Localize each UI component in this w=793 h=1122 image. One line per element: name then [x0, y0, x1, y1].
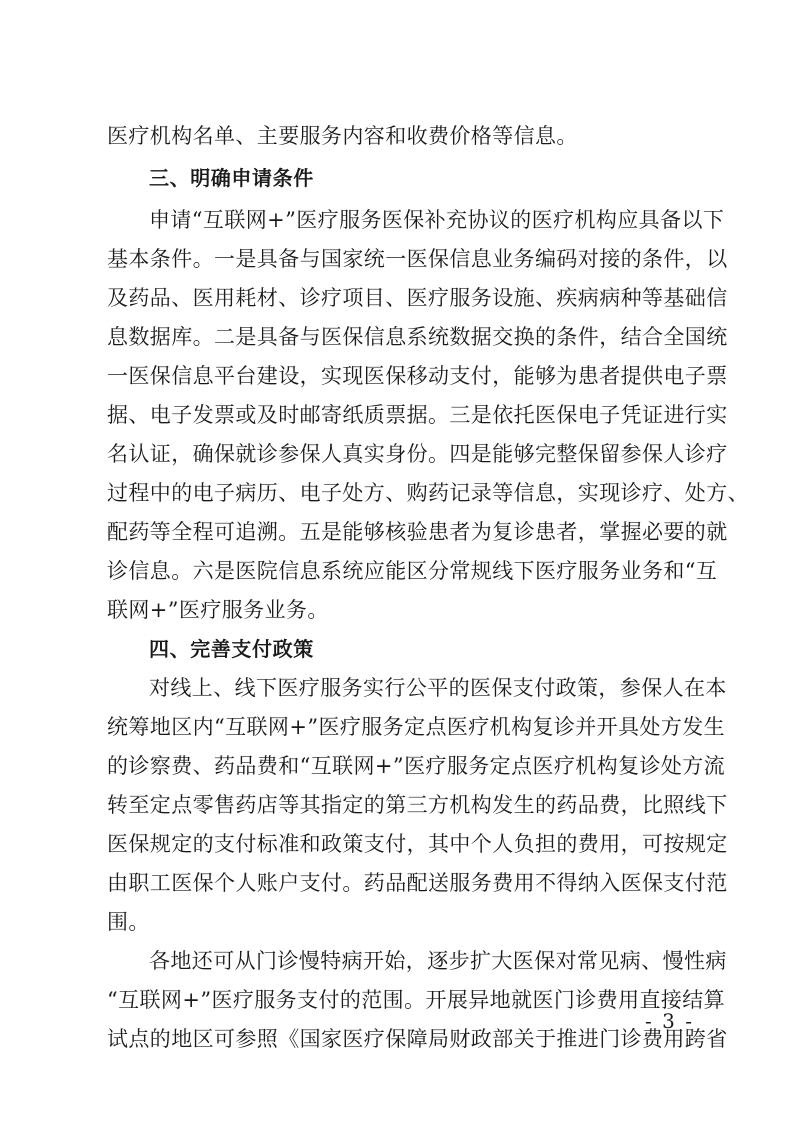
- paragraph-line-4: 息数据库。二是具备与医保信息系统数据交换的条件，结合全国统: [107, 325, 728, 349]
- paragraph-line-7: 名认证，确保就诊参保人真实身份。四是能够完整保留参保人诊疗: [107, 442, 728, 466]
- paragraph-line-18: 围。: [107, 910, 150, 934]
- paragraph-line-11: 联网+”医疗服务业务。: [107, 598, 329, 622]
- paragraph-line-14: 的诊察费、药品费和“互联网+”医疗服务定点医疗机构复诊处方流: [107, 754, 726, 778]
- paragraph-line-20: “互联网+”医疗服务支付的范围。开展异地就医门诊费用直接结算: [107, 988, 726, 1012]
- paragraph-line-6: 据、电子发票或及时邮寄纸质票据。三是依托医保电子凭证进行实: [107, 403, 728, 427]
- paragraph-line-13: 统筹地区内“互联网+”医疗服务定点医疗机构复诊并开具处方发生: [107, 715, 726, 739]
- paragraph-line-12: 对线上、线下医疗服务实行公平的医保支付政策，参保人在本: [149, 676, 727, 700]
- section-heading-3: 三、明确申请条件: [149, 166, 314, 190]
- paragraph-line-2: 基本条件。一是具备与国家统一医保信息业务编码对接的条件，以: [107, 247, 728, 271]
- paragraph-line-1: 申请“互联网+”医疗服务医保补充协议的医疗机构应具备以下: [149, 208, 725, 232]
- paragraph-line-3: 及药品、医用耗材、诊疗项目、医疗服务设施、疾病病种等基础信: [107, 286, 728, 310]
- paragraph-line-17: 由职工医保个人账户支付。药品配送服务费用不得纳入医保支付范: [107, 871, 728, 895]
- paragraph-line-21: 试点的地区可参照《国家医疗保障局财政部关于推进门诊费用跨省: [107, 1027, 728, 1051]
- text-line-1: 医疗机构名单、主要服务内容和收费价格等信息。: [107, 124, 578, 148]
- section-heading-4: 四、完善支付政策: [149, 637, 314, 661]
- paragraph-line-15: 转至定点零售药店等其指定的第三方机构发生的药品费，比照线下: [107, 793, 728, 817]
- paragraph-line-19: 各地还可从门诊慢特病开始，逐步扩大医保对常见病、慢性病: [149, 949, 727, 973]
- paragraph-line-5: 一医保信息平台建设，实现医保移动支付，能够为患者提供电子票: [107, 364, 728, 388]
- paragraph-line-8: 过程中的电子病历、电子处方、购药记录等信息，实现诊疗、处方、: [107, 481, 749, 505]
- paragraph-line-9: 配药等全程可追溯。五是能够核验患者为复诊患者，掌握必要的就: [107, 520, 728, 544]
- page-number: - 3 -: [645, 1009, 694, 1033]
- paragraph-line-16: 医保规定的支付标准和政策支付，其中个人负担的费用，可按规定: [107, 832, 728, 856]
- paragraph-line-10: 诊信息。六是医院信息系统应能区分常规线下医疗服务业务和“互: [107, 559, 718, 583]
